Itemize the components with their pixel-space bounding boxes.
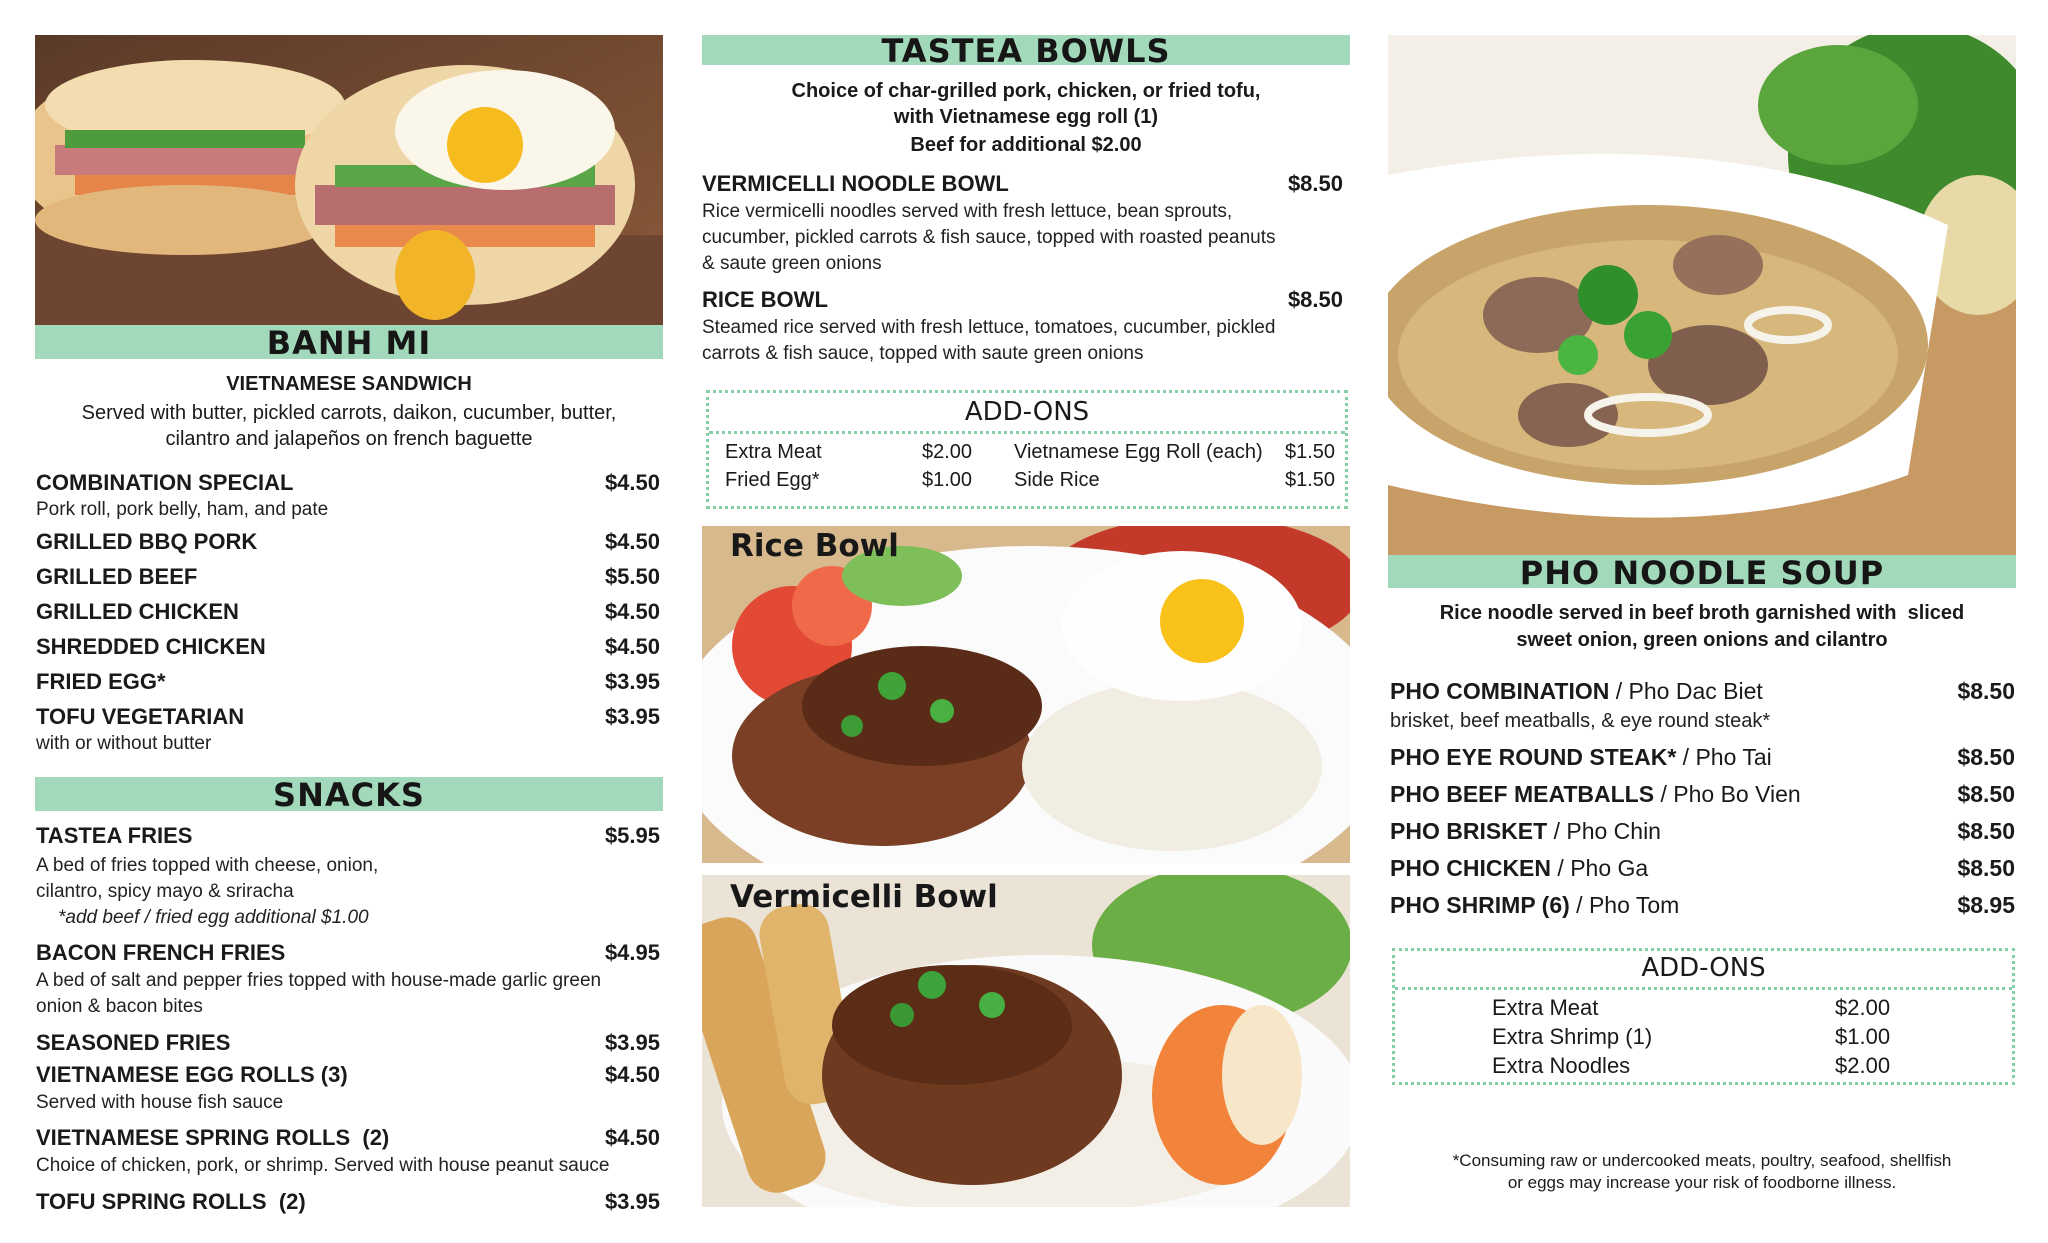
pho-item-price: $8.95: [1957, 892, 2015, 918]
snacks-item-desc: Served with house fish sauce: [36, 1092, 284, 1113]
pho-item-price: $8.50: [1957, 744, 2015, 770]
bowl-item-desc: cucumber, pickled carrots & fish sauce, topped with roasted peanuts: [702, 227, 1276, 248]
snacks-item-name: TOFU SPRING ROLLS (2): [36, 1189, 306, 1214]
pho-item-name: PHO BRISKET: [1390, 818, 1548, 844]
snacks-item-desc: onion & bacon bites: [36, 996, 203, 1017]
pho-item-viet: Pho Ga: [1570, 855, 1649, 881]
banh-mi-photo: [35, 35, 663, 325]
pho-subtitle: sweet onion, green onions and cilantro: [1516, 629, 1888, 651]
addon-name: Vietnamese Egg Roll (each): [1014, 441, 1263, 463]
rice-bowl-caption: Rice Bowl: [730, 528, 899, 564]
addon-name: Extra Meat: [1492, 995, 1599, 1020]
bowl-item-desc: & saute green onions: [702, 253, 882, 274]
banh-mi-item-price: $5.50: [604, 564, 660, 589]
bowl-item-desc: Steamed rice served with fresh lettuce, tomatoes, cucumber, pickled: [702, 317, 1276, 338]
banh-mi-description-line: cilantro and jalapeños on french baguette: [165, 428, 533, 450]
banh-mi-item-name: FRIED EGG*: [36, 669, 166, 694]
banh-mi-item-price: $4.50: [604, 529, 660, 554]
pho-subtitle: Rice noodle served in beef broth garnished with sliced: [1439, 602, 1965, 624]
pho-separator: /: [1557, 855, 1564, 881]
pho-item-price: $8.50: [1957, 855, 2015, 881]
snacks-item-price: $4.95: [604, 940, 660, 965]
banh-mi-item-name: GRILLED BBQ PORK: [36, 529, 258, 554]
banh-mi-description-line: Served with butter, pickled carrots, daikon, cucumber, butter,: [81, 402, 617, 424]
pho-item: [1390, 744, 1772, 771]
disclaimer: or eggs may increase your risk of foodborne illness.: [1507, 1173, 1897, 1192]
tastea-bowls-subtitle: with Vietnamese egg roll (1): [893, 106, 1159, 128]
snacks-item-name: TASTEA FRIES: [36, 823, 193, 848]
disclaimer: *Consuming raw or undercooked meats, poultry, seafood, shellfish: [1452, 1151, 1952, 1170]
snacks-item-price: $5.95: [604, 823, 660, 848]
addon-name: Side Rice: [1014, 469, 1100, 491]
snacks-item-name: VIETNAMESE SPRING ROLLS (2): [36, 1125, 390, 1150]
banh-mi-subtitle: VIETNAMESE SANDWICH: [226, 373, 472, 395]
snacks-item-desc: A bed of salt and pepper fries topped with house-made garlic green: [36, 970, 602, 991]
snacks-item-name: SEASONED FRIES: [36, 1030, 231, 1055]
pho-item-viet: Pho Chin: [1566, 818, 1661, 844]
addon-price: $2.00: [1835, 995, 1891, 1020]
addon-name: Extra Noodles: [1492, 1053, 1631, 1078]
vermicelli-bowl-caption: Vermicelli Bowl: [730, 879, 998, 915]
addon-price: $1.50: [1285, 441, 1336, 463]
pho-item-price: $8.50: [1957, 678, 2015, 704]
pho-item-name: PHO COMBINATION: [1390, 678, 1610, 704]
pho-item: [1390, 892, 1679, 919]
pho-addons-title: ADD-ONS: [1641, 953, 1766, 983]
bowl-item-name: RICE BOWL: [702, 287, 828, 312]
snacks-item-price: $4.50: [604, 1062, 660, 1087]
snacks-item-desc: A bed of fries topped with cheese, onion,: [36, 855, 379, 876]
addon-price: $2.00: [1835, 1053, 1891, 1078]
banh-mi-item-name: GRILLED CHICKEN: [36, 599, 239, 624]
pho-item: [1390, 855, 1648, 882]
bowl-item-desc: Rice vermicelli noodles served with fresh lettuce, bean sprouts,: [702, 201, 1233, 222]
addon-price: $1.00: [922, 469, 973, 491]
pho-item-viet: Pho Bo Vien: [1673, 781, 1801, 807]
snacks-item-note: *add beef / fried egg additional $1.00: [58, 907, 369, 928]
pho-item: [1390, 818, 1661, 845]
bowl-item-desc: carrots & fish sauce, topped with saute green onions: [702, 343, 1144, 364]
addons-divider: [709, 431, 1345, 434]
pho-item-name: PHO CHICKEN: [1390, 855, 1552, 881]
pho-separator: /: [1576, 892, 1583, 918]
tastea-bowls-subtitle: Beef for additional $2.00: [910, 134, 1142, 156]
banh-mi-item-name: COMBINATION SPECIAL: [36, 470, 294, 495]
bowls-addons-title: ADD-ONS: [964, 397, 1090, 427]
banh-mi-item-desc: with or without butter: [36, 733, 212, 754]
bowls-addons-box: [706, 390, 1348, 509]
banh-mi-item-name: GRILLED BEEF: [36, 564, 198, 589]
pho-separator: /: [1615, 678, 1623, 704]
vermicelli-bowl-photo: [702, 875, 1350, 1207]
addon-name: Extra Shrimp (1): [1492, 1024, 1653, 1049]
snacks-item-price: $3.95: [604, 1030, 660, 1055]
banh-mi-item-price: $4.50: [604, 470, 660, 495]
addon-price: $2.00: [922, 441, 973, 463]
snacks-item-desc: Choice of chicken, pork, or shrimp. Served with house peanut sauce: [36, 1155, 610, 1176]
banh-mi-item-name: TOFU VEGETARIAN: [36, 704, 245, 729]
rice-bowl-photo: [702, 526, 1350, 863]
pho-item-viet: Pho Tai: [1695, 744, 1772, 770]
addons-divider: [1395, 987, 2012, 990]
pho-item-name: PHO SHRIMP (6): [1390, 892, 1570, 918]
tastea-bowls-header: TASTEA BOWLS: [702, 35, 1350, 65]
pho-item-name: PHO EYE ROUND STEAK*: [1390, 744, 1677, 770]
pho-separator: /: [1553, 818, 1560, 844]
pho-item: [1390, 678, 1763, 705]
banh-mi-item-price: $3.95: [604, 704, 660, 729]
addon-price: $1.00: [1835, 1024, 1891, 1049]
pho-item-price: $8.50: [1957, 781, 2015, 807]
addon-name: Extra Meat: [725, 441, 822, 463]
pho-header: PHO NOODLE SOUP: [1388, 555, 2016, 588]
pho-item-desc: brisket, beef meatballs, & eye round steak*: [1390, 710, 1771, 732]
pho-item-viet: Pho Dac Biet: [1628, 678, 1763, 704]
banh-mi-header: BANH MI: [35, 325, 663, 359]
pho-item-viet: Pho Tom: [1588, 892, 1680, 918]
banh-mi-item-price: $4.50: [604, 634, 660, 659]
bowl-item-name: VERMICELLI NOODLE BOWL: [702, 171, 1009, 196]
banh-mi-item-desc: Pork roll, pork belly, ham, and pate: [36, 499, 329, 520]
snacks-header: SNACKS: [35, 777, 663, 811]
addon-name: Fried Egg*: [725, 469, 820, 491]
pho-addons-box: [1392, 948, 2015, 1085]
pho-item-name: PHO BEEF MEATBALLS: [1390, 781, 1655, 807]
pho-separator: /: [1660, 781, 1667, 807]
banh-mi-item-price: $3.95: [604, 669, 660, 694]
banh-mi-item-name: SHREDDED CHICKEN: [36, 634, 266, 659]
pho-separator: /: [1682, 744, 1690, 770]
addon-price: $1.50: [1285, 469, 1336, 491]
snacks-item-price: $4.50: [604, 1125, 660, 1150]
pho-item-price: $8.50: [1957, 818, 2015, 844]
tastea-bowls-subtitle: Choice of char-grilled pork, chicken, or fried tofu,: [791, 80, 1261, 102]
snacks-item-name: VIETNAMESE EGG ROLLS (3): [36, 1062, 348, 1087]
bowl-item-price: $8.50: [1287, 287, 1343, 312]
banh-mi-item-price: $4.50: [604, 599, 660, 624]
snacks-item-price: $3.95: [604, 1189, 660, 1214]
snacks-item-desc: cilantro, spicy mayo & sriracha: [36, 881, 294, 902]
pho-item: [1390, 781, 1801, 808]
bowl-item-price: $8.50: [1287, 171, 1343, 196]
snacks-item-name: BACON FRENCH FRIES: [36, 940, 286, 965]
pho-bowl-photo: [1388, 35, 2016, 555]
